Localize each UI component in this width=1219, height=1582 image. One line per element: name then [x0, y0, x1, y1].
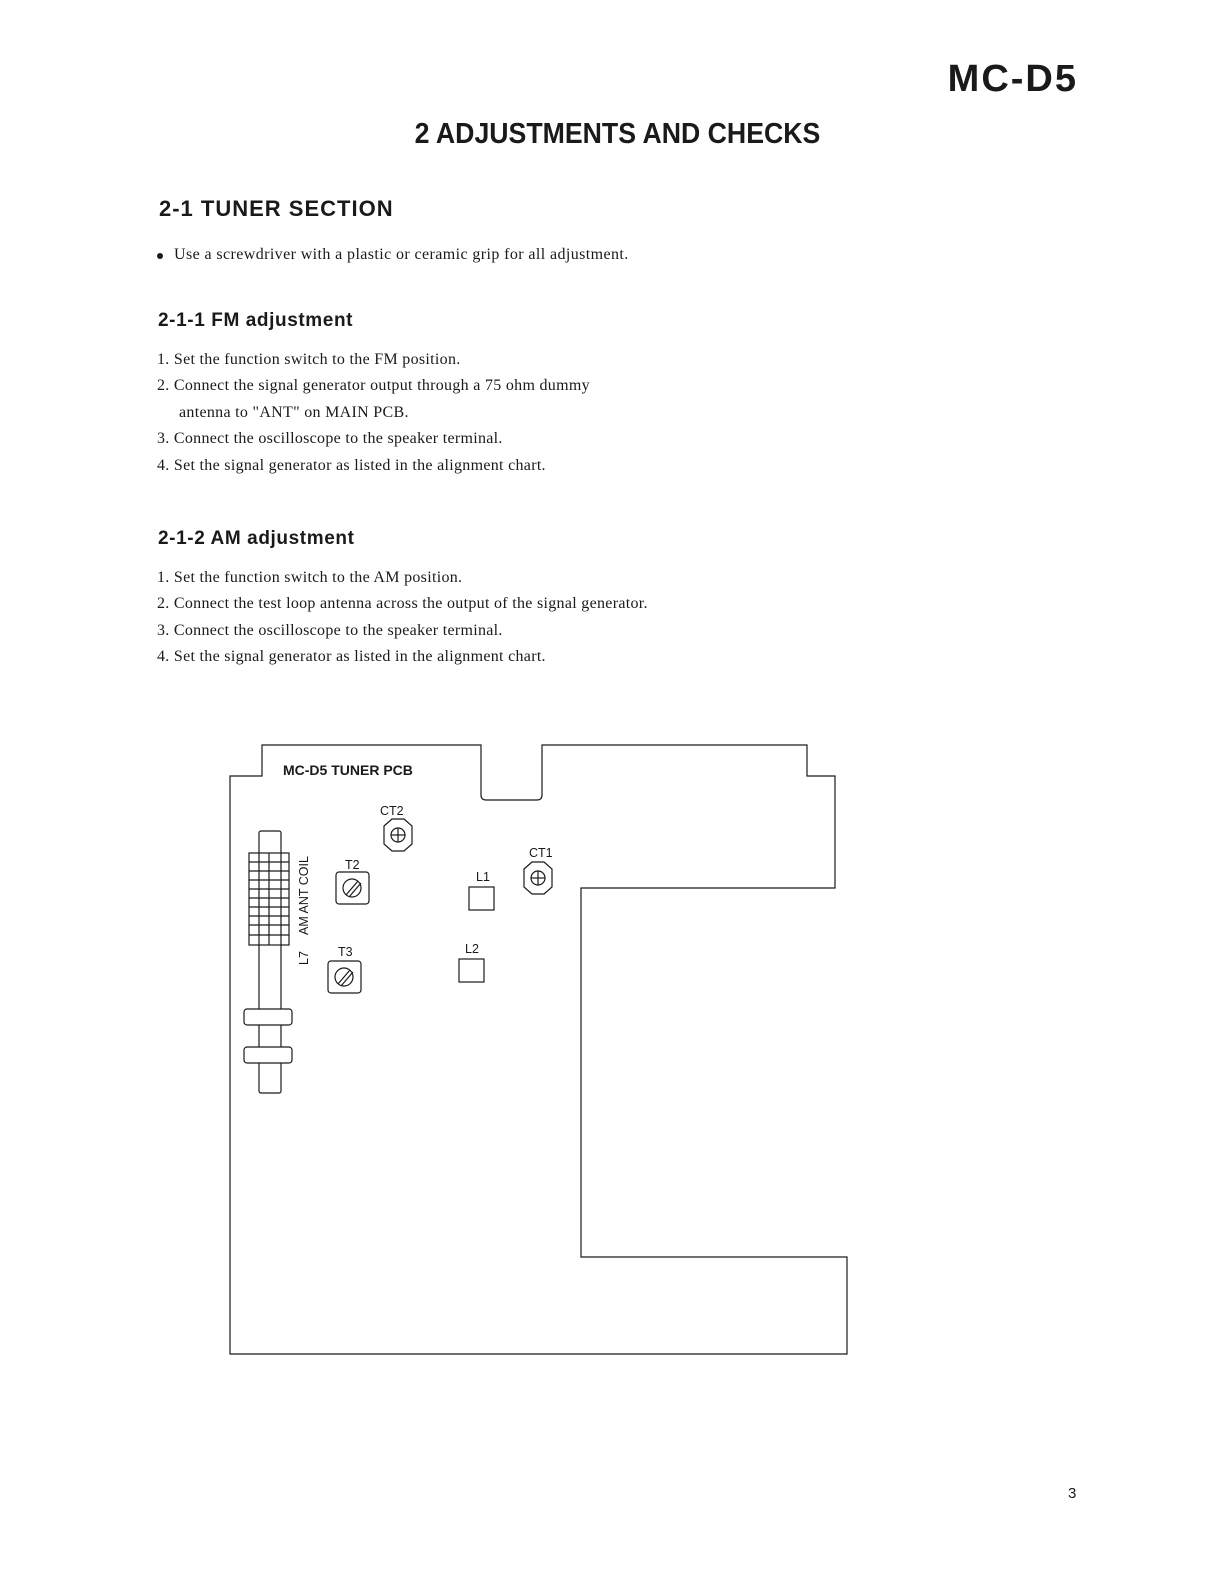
am-step-4: 4. Set the signal generator as listed in the alignment chart. — [157, 648, 546, 666]
ct1-label: CT1 — [529, 846, 553, 860]
am-step-2: 2. Connect the test loop antenna across the output of the signal generator. — [157, 595, 648, 613]
ct2-label: CT2 — [380, 804, 404, 818]
fm-step-2-continued: antenna to "ANT" on MAIN PCB. — [179, 403, 409, 421]
l7-label: L7 — [297, 951, 311, 965]
pcb-title: MC-D5 TUNER PCB — [283, 762, 413, 778]
am-step-1: 1. Set the function switch to the AM position. — [157, 569, 463, 586]
fm-step-3: 3. Connect the oscilloscope to the speaker terminal. — [157, 430, 503, 448]
t3-coil-icon — [328, 961, 361, 993]
chapter-title: 2 ADJUSTMENTS AND CHECKS — [414, 118, 821, 150]
t2-coil-icon — [336, 872, 369, 904]
am-adjustment-title: 2-1-2 AM adjustment — [158, 528, 355, 549]
screwdriver-note-text: Use a screwdriver with a plastic or ceramic grip for all adjustment. — [174, 246, 629, 263]
l1-label: L1 — [476, 870, 490, 884]
am-step-3: 3. Connect the oscilloscope to the speaker terminal. — [157, 621, 503, 639]
l2-label: L2 — [465, 942, 479, 956]
section-title: 2-1 TUNER SECTION — [159, 196, 394, 221]
page-number: 3 — [1068, 1485, 1077, 1502]
pcb-board-outline — [230, 745, 847, 1354]
am-ant-coil-label: AM ANT COIL — [297, 856, 311, 935]
fm-step-1: 1. Set the function switch to the FM position. — [157, 351, 461, 368]
am-ant-coil-icon — [244, 831, 292, 1093]
fm-step-2: 2. Connect the signal generator output through a 75 ohm dummy — [157, 377, 590, 395]
ct1-trimmer-icon — [524, 862, 552, 894]
fm-adjustment-title: 2-1-1 FM adjustment — [158, 310, 354, 331]
fm-step-4: 4. Set the signal generator as listed in the alignment chart. — [157, 456, 546, 474]
l1-coil-icon — [469, 887, 494, 910]
t3-label: T3 — [338, 945, 353, 959]
model-name: MC-D5 — [947, 58, 1078, 100]
ct2-trimmer-icon — [384, 819, 412, 851]
l2-coil-icon — [459, 959, 484, 982]
t2-label: T2 — [345, 858, 360, 872]
